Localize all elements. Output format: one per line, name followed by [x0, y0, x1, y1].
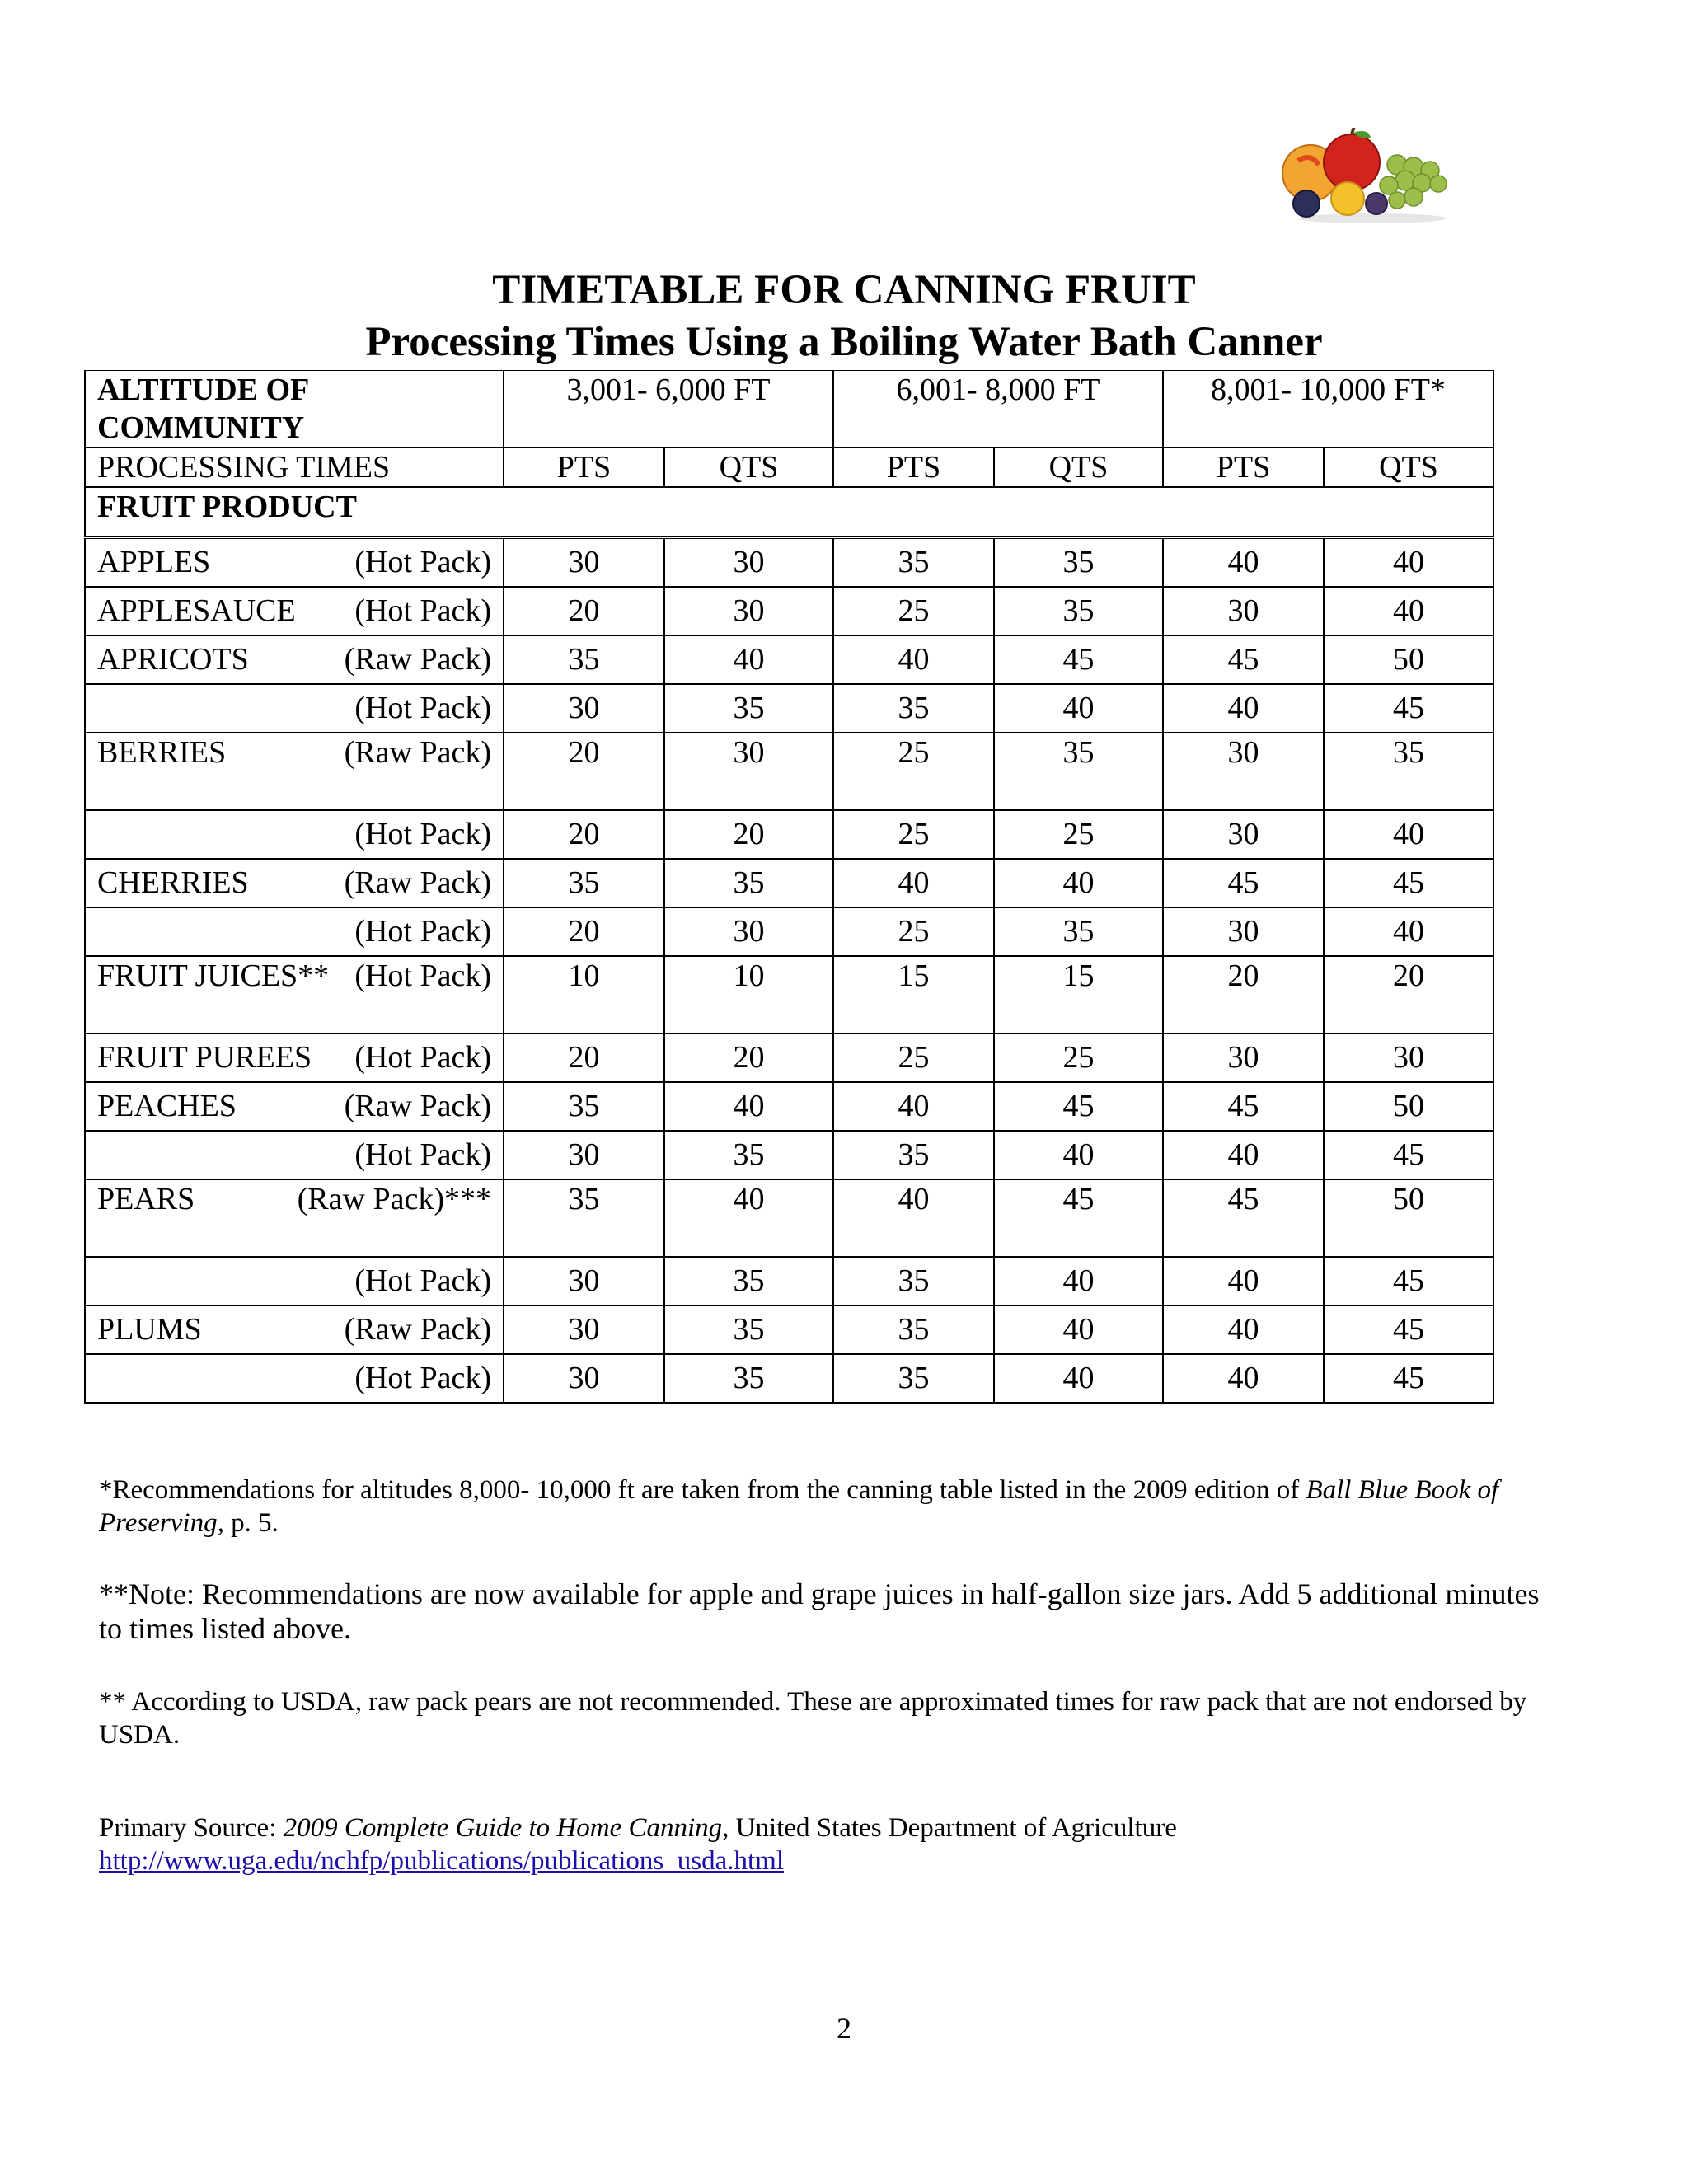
fruit-product-label: FRUIT PRODUCT — [85, 487, 1493, 537]
table-row — [85, 684, 1493, 733]
time-cell: 40 — [1324, 537, 1493, 587]
table-row — [85, 635, 1493, 684]
pack-method: (Raw Pack) — [344, 865, 491, 900]
table-row — [85, 1033, 1493, 1082]
source-citation: Primary Source: 2009 Complete Guide to Home Canning, United States Department of Agriculture http://www.uga.edu/nchfp/publications/publications_usda.html — [99, 1813, 1177, 1876]
time-cell: 35 — [664, 1354, 833, 1403]
product-cell — [85, 810, 504, 859]
time-cell: 45 — [1163, 635, 1324, 684]
page-subtitle: Processing Times Using a Boiling Water Bath Canner — [365, 319, 1323, 365]
time-cell: 40 — [664, 1082, 833, 1131]
product-cell — [85, 1033, 504, 1082]
time-cell: 35 — [833, 1305, 994, 1354]
table-row — [85, 587, 1493, 635]
table-row — [85, 907, 1493, 956]
time-cell: 40 — [994, 1354, 1163, 1403]
time-cell: 30 — [504, 1354, 664, 1403]
time-cell: 35 — [664, 859, 833, 907]
time-cell: 30 — [1163, 907, 1324, 956]
time-cell: 35 — [833, 1354, 994, 1403]
table-row — [85, 1131, 1493, 1179]
time-cell: 35 — [664, 684, 833, 733]
product-name: APPLESAUCE — [97, 593, 296, 628]
product-cell — [85, 684, 504, 733]
time-cell: 45 — [1324, 859, 1493, 907]
time-cell: 35 — [504, 859, 664, 907]
time-cell: 40 — [994, 1305, 1163, 1354]
time-cell: 10 — [504, 956, 664, 1033]
time-cell: 45 — [994, 1179, 1163, 1257]
unit-header: QTS — [664, 448, 833, 487]
time-cell: 50 — [1324, 1082, 1493, 1131]
time-cell: 30 — [664, 537, 833, 587]
time-cell: 20 — [504, 810, 664, 859]
time-cell: 35 — [833, 1257, 994, 1305]
altitude-range-2: 6,001- 8,000 FT — [833, 369, 1163, 448]
time-cell: 30 — [1163, 733, 1324, 810]
time-cell: 10 — [664, 956, 833, 1033]
table-row — [85, 537, 1493, 587]
altitude-label: ALTITUDE OF COMMUNITY — [85, 369, 504, 448]
pack-method: (Raw Pack)*** — [297, 1182, 491, 1216]
product-name: PLUMS — [97, 1312, 202, 1347]
time-cell: 20 — [1324, 956, 1493, 1033]
time-cell: 20 — [664, 810, 833, 859]
product-cell — [85, 859, 504, 907]
product-cell — [85, 733, 504, 810]
fruit-product-row — [85, 487, 1493, 537]
time-cell: 25 — [833, 907, 994, 956]
pack-method: (Hot Pack) — [354, 1137, 491, 1172]
table-body — [85, 537, 1493, 1403]
page-title: TIMETABLE FOR CANNING FRUIT — [492, 267, 1196, 313]
product-name: PEACHES — [97, 1089, 237, 1123]
time-cell: 35 — [833, 537, 994, 587]
table-row — [85, 1082, 1493, 1131]
time-cell: 25 — [833, 733, 994, 810]
altitude-range-1: 3,001- 6,000 FT — [504, 369, 833, 448]
time-cell: 40 — [1324, 587, 1493, 635]
time-cell: 45 — [994, 1082, 1163, 1131]
fruit-icon — [1273, 128, 1451, 227]
time-cell: 45 — [994, 635, 1163, 684]
time-cell: 30 — [1163, 1033, 1324, 1082]
pack-method: (Hot Pack) — [354, 545, 491, 579]
time-cell: 40 — [994, 684, 1163, 733]
time-cell: 45 — [1324, 684, 1493, 733]
canning-times-table — [84, 368, 1494, 1404]
pack-method: (Hot Pack) — [354, 691, 491, 725]
pack-method: (Raw Pack) — [344, 735, 491, 770]
time-cell: 25 — [994, 1033, 1163, 1082]
time-cell: 40 — [1324, 907, 1493, 956]
product-cell — [85, 956, 504, 1033]
time-cell: 30 — [504, 537, 664, 587]
units-header-row — [85, 448, 1493, 487]
time-cell: 30 — [664, 587, 833, 635]
product-cell — [85, 1082, 504, 1131]
product-cell — [85, 1179, 504, 1257]
pack-method: (Hot Pack) — [354, 1040, 491, 1075]
time-cell: 30 — [1163, 587, 1324, 635]
product-cell — [85, 1131, 504, 1179]
time-cell: 40 — [1163, 684, 1324, 733]
time-cell: 40 — [1324, 810, 1493, 859]
time-cell: 35 — [664, 1305, 833, 1354]
time-cell: 35 — [504, 1082, 664, 1131]
time-cell: 45 — [1324, 1354, 1493, 1403]
pears-footnote: ** According to USDA, raw pack pears are not recommended. These are approximated times for raw pack that are not endorsed by USDA. — [99, 1687, 1527, 1750]
time-cell: 40 — [833, 1179, 994, 1257]
pack-method: (Hot Pack) — [354, 593, 491, 628]
table-row — [85, 810, 1493, 859]
time-cell: 45 — [1163, 859, 1324, 907]
altitude-header-row — [85, 369, 1493, 448]
time-cell: 35 — [504, 635, 664, 684]
product-name: APPLES — [97, 545, 211, 579]
product-name: APRICOTS — [97, 642, 249, 677]
table-row — [85, 956, 1493, 1033]
time-cell: 25 — [994, 810, 1163, 859]
time-cell: 35 — [664, 1257, 833, 1305]
time-cell: 35 — [833, 684, 994, 733]
time-cell: 30 — [664, 907, 833, 956]
source-link[interactable]: http://www.uga.edu/nchfp/publications/publications_usda.html — [99, 1846, 784, 1876]
time-cell: 35 — [994, 587, 1163, 635]
table-row — [85, 1257, 1493, 1305]
time-cell: 40 — [664, 635, 833, 684]
time-cell: 25 — [833, 1033, 994, 1082]
time-cell: 40 — [1163, 1131, 1324, 1179]
table-row — [85, 859, 1493, 907]
time-cell: 35 — [833, 1131, 994, 1179]
product-cell — [85, 1257, 504, 1305]
time-cell: 45 — [1324, 1257, 1493, 1305]
altitude-range-3: 8,001- 10,000 FT* — [1163, 369, 1493, 448]
time-cell: 30 — [1324, 1033, 1493, 1082]
time-cell: 20 — [504, 733, 664, 810]
time-cell: 50 — [1324, 1179, 1493, 1257]
table-row — [85, 1305, 1493, 1354]
time-cell: 30 — [504, 1257, 664, 1305]
unit-header: PTS — [1163, 448, 1324, 487]
pack-method: (Hot Pack) — [354, 817, 491, 851]
page-number: 2 — [837, 2012, 851, 2045]
product-name: CHERRIES — [97, 865, 249, 900]
time-cell: 45 — [1163, 1179, 1324, 1257]
unit-header: QTS — [1324, 448, 1493, 487]
time-cell: 20 — [1163, 956, 1324, 1033]
product-cell — [85, 537, 504, 587]
time-cell: 45 — [1163, 1082, 1324, 1131]
unit-header: PTS — [833, 448, 994, 487]
table-row — [85, 1354, 1493, 1403]
time-cell: 30 — [504, 1131, 664, 1179]
pack-method: (Raw Pack) — [344, 1089, 491, 1123]
time-cell: 35 — [994, 733, 1163, 810]
time-cell: 45 — [1324, 1305, 1493, 1354]
time-cell: 15 — [833, 956, 994, 1033]
time-cell: 45 — [1324, 1131, 1493, 1179]
time-cell: 40 — [833, 635, 994, 684]
pack-method: (Raw Pack) — [344, 642, 491, 677]
time-cell: 25 — [833, 810, 994, 859]
time-cell: 35 — [994, 907, 1163, 956]
product-cell — [85, 587, 504, 635]
time-cell: 40 — [1163, 1305, 1324, 1354]
time-cell: 35 — [1324, 733, 1493, 810]
product-cell — [85, 1305, 504, 1354]
pack-method: (Raw Pack) — [344, 1312, 491, 1347]
time-cell: 35 — [504, 1179, 664, 1257]
pack-method: (Hot Pack) — [354, 1361, 491, 1395]
time-cell: 35 — [664, 1131, 833, 1179]
table-row — [85, 733, 1493, 810]
time-cell: 50 — [1324, 635, 1493, 684]
time-cell: 40 — [1163, 537, 1324, 587]
time-cell: 40 — [994, 1131, 1163, 1179]
time-cell: 20 — [664, 1033, 833, 1082]
table-row — [85, 1179, 1493, 1257]
time-cell: 40 — [1163, 1354, 1324, 1403]
product-name: FRUIT PUREES — [97, 1040, 312, 1075]
altitude-footnote: *Recommendations for altitudes 8,000- 10,000 ft are taken from the canning table listed in the 2009 edition of Ball Blue Book of Preserving, p. 5. — [99, 1475, 1499, 1538]
time-cell: 15 — [994, 956, 1163, 1033]
juice-note: **Note: Recommendations are now available for apple and grape juices in half-gallon size jars. Add 5 additional minutes to times listed above. — [99, 1577, 1540, 1645]
product-cell — [85, 635, 504, 684]
product-name: FRUIT JUICES** — [97, 958, 330, 993]
time-cell: 40 — [833, 1082, 994, 1131]
time-cell: 30 — [1163, 810, 1324, 859]
time-cell: 40 — [833, 859, 994, 907]
time-cell: 30 — [664, 733, 833, 810]
time-cell: 20 — [504, 587, 664, 635]
pack-method: (Hot Pack) — [354, 958, 491, 993]
unit-header: PTS — [504, 448, 664, 487]
processing-times-label: PROCESSING TIMES — [85, 448, 504, 487]
time-cell: 20 — [504, 907, 664, 956]
time-cell: 40 — [994, 859, 1163, 907]
product-cell — [85, 907, 504, 956]
time-cell: 30 — [504, 1305, 664, 1354]
time-cell: 25 — [833, 587, 994, 635]
pack-method: (Hot Pack) — [354, 914, 491, 949]
time-cell: 35 — [994, 537, 1163, 587]
time-cell: 40 — [664, 1179, 833, 1257]
product-name: PEARS — [97, 1182, 195, 1216]
time-cell: 30 — [504, 684, 664, 733]
pack-method: (Hot Pack) — [354, 1263, 491, 1298]
product-name: BERRIES — [97, 735, 227, 770]
time-cell: 20 — [504, 1033, 664, 1082]
time-cell: 40 — [1163, 1257, 1324, 1305]
time-cell: 40 — [994, 1257, 1163, 1305]
unit-header: QTS — [994, 448, 1163, 487]
product-cell — [85, 1354, 504, 1403]
